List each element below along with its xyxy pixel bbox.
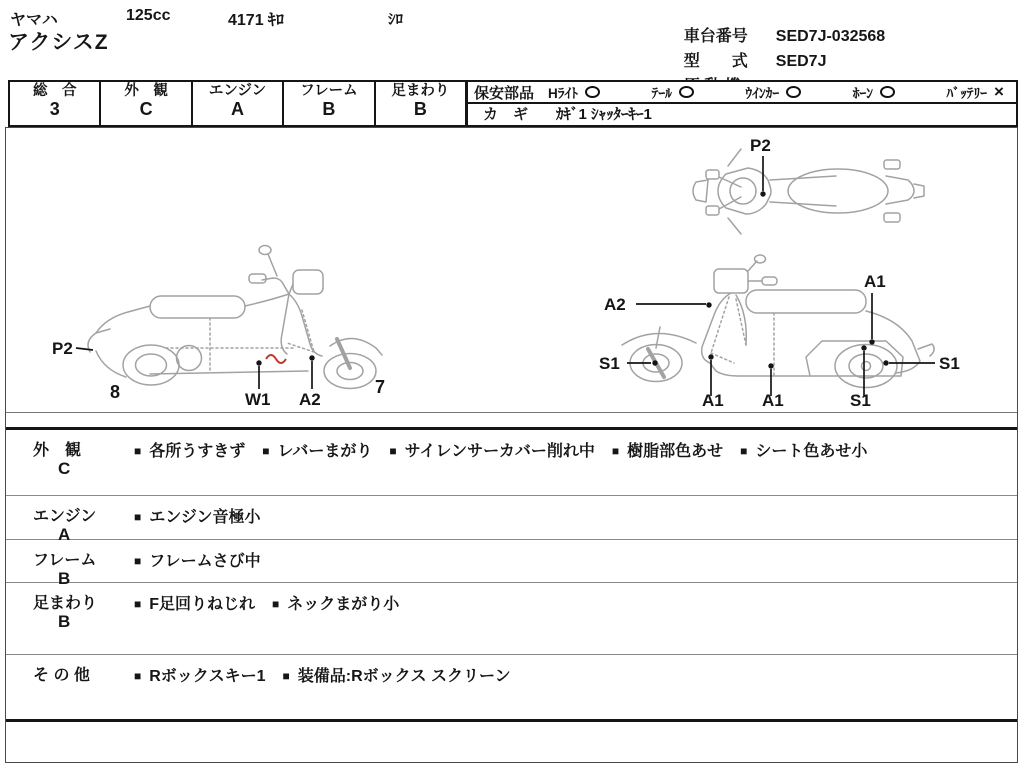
body-color: ｼﾛ: [388, 11, 404, 28]
comment-row-0: [6, 430, 1017, 496]
comment-item-text: 装備品:Rボックス スクリーン: [297, 668, 511, 685]
grade-cell-exterior: [99, 80, 192, 127]
grade-row: [8, 80, 467, 127]
comment-item: [740, 438, 867, 461]
status-ng-cross-icon: ×: [994, 82, 1004, 101]
grade-label-frame: フレーム: [300, 83, 358, 99]
safety-parts-row: [468, 82, 1016, 104]
comment-item: [134, 663, 266, 686]
key-row: [468, 104, 1016, 123]
safety-items: [534, 82, 1008, 102]
comment-row-2: [6, 540, 1017, 588]
bullet-square-icon: ■: [389, 444, 397, 458]
safety-item-2: [745, 82, 801, 102]
comment-item-text: F足回りねじれ: [149, 596, 256, 613]
comment-item: [612, 438, 723, 461]
comment-item: [134, 504, 260, 527]
label-8-rear-wheel: 8: [110, 382, 121, 402]
label-p2-top-view: P2: [750, 136, 771, 155]
label-s1-rear-wheel: S1: [850, 391, 871, 410]
key-value: ｶｷﾞ1 ｼｬｯﾀｰｷｰ1: [556, 106, 652, 123]
safety-item-label: Hﾗｲﾄ: [548, 86, 579, 101]
comment-items: [134, 438, 867, 461]
label-a2-front-cowl: A2: [299, 390, 321, 409]
grade-value-overall: 3: [49, 98, 60, 119]
comments-table: [6, 427, 1017, 722]
safety-item-label: ﾊﾞｯﾃﾘｰ: [946, 86, 988, 101]
label-a1-floor-mid: A1: [762, 391, 784, 410]
label-a2-front-cowl-right: A2: [604, 295, 626, 314]
model-name: アクシスZ: [8, 31, 109, 54]
safety-item-0: [548, 82, 600, 102]
comment-section-label: 外 観: [33, 442, 82, 459]
label-a1-floor-front: A1: [702, 391, 724, 410]
displacement: 125cc: [126, 7, 171, 24]
grade-value-undercarriage: B: [413, 98, 427, 119]
comment-section-grade: C: [58, 459, 71, 478]
label-s1-front-wheel: S1: [599, 354, 620, 373]
label-s1-rear-side: S1: [939, 354, 960, 373]
scooter-top-view-diagram: [686, 134, 926, 242]
bullet-square-icon: ■: [740, 444, 748, 458]
grade-value-exterior: C: [139, 98, 153, 119]
comment-item-text: エンジン音極小: [149, 509, 261, 526]
grade-cell-frame: [282, 80, 375, 127]
chassis-number-value: SED7J-032568: [775, 28, 886, 45]
status-ok-circle-icon: [585, 86, 600, 98]
bullet-square-icon: ■: [134, 669, 142, 683]
grade-label-undercarriage: 足まわり: [391, 83, 450, 99]
safety-item-4: [947, 82, 1004, 102]
label-a1-rear-body: A1: [864, 272, 886, 291]
comment-item-text: 各所うすきず: [149, 443, 246, 460]
comment-item-text: ネックまがり小: [287, 596, 400, 613]
scooter-line-art: [622, 255, 934, 388]
status-ok-circle-icon: [679, 86, 694, 98]
bullet-square-icon: ■: [134, 554, 142, 568]
comment-item: [283, 663, 511, 686]
label-p2-side-left: P2: [52, 339, 73, 358]
comment-row-3: [6, 583, 1017, 655]
comment-section-grade: A: [58, 525, 71, 544]
grade-value-frame: B: [322, 98, 336, 119]
chassis-number-label: 車台番号: [683, 28, 748, 45]
comment-item: [389, 438, 594, 461]
comment-item-text: シート色あせ小: [755, 443, 868, 460]
comment-items: [134, 548, 261, 571]
comment-item: [134, 438, 245, 461]
comment-section-label: そ の 他: [33, 667, 90, 684]
scooter-line-art: [88, 246, 382, 389]
grade-cell-undercarriage: [374, 80, 467, 127]
comment-item: [272, 591, 399, 614]
bullet-square-icon: ■: [134, 444, 142, 458]
status-ok-circle-icon: [786, 86, 801, 98]
comment-row-1: [6, 496, 1017, 544]
safety-parts-title: 保安部品: [474, 84, 535, 102]
safety-item-label: ｳｲﾝｶｰ: [745, 86, 780, 101]
safety-item-3: [853, 82, 895, 102]
comment-item-text: Rボックスキー1: [149, 668, 266, 685]
comment-section-label: エンジン: [33, 508, 97, 525]
grade-label-engine: エンジン: [208, 83, 267, 99]
scooter-side-view-right-diagram: [596, 253, 976, 411]
bullet-square-icon: ■: [134, 510, 142, 524]
comment-item-text: レバーまがり: [277, 443, 373, 460]
comment-item: [262, 438, 372, 461]
model-code-value: SED7J: [775, 53, 827, 70]
model-code-label: 型 式: [683, 53, 748, 70]
comment-items: [134, 663, 511, 686]
comment-items: [134, 591, 399, 614]
bullet-square-icon: ■: [262, 444, 270, 458]
comment-item: [134, 591, 255, 614]
key-label: カ ギ: [483, 106, 529, 123]
comment-item-text: フレームさび中: [149, 553, 261, 570]
vehicle-diagram-area: [6, 128, 1017, 413]
grade-cell-engine: [191, 80, 284, 127]
grade-value-engine: A: [231, 98, 245, 119]
grade-label-overall: 総 合: [32, 83, 77, 99]
comment-section-grade: B: [58, 612, 71, 631]
label-7-front-wheel: 7: [375, 377, 386, 397]
maker-name: ヤマハ: [10, 12, 58, 29]
comment-section-label: フレーム: [33, 552, 97, 569]
scooter-side-view-left-diagram: [46, 240, 406, 412]
main-frame: [5, 127, 1018, 763]
mileage: 4171 ｷﾛ: [228, 12, 285, 29]
comment-item: [134, 548, 261, 571]
marker-dot: [760, 191, 765, 196]
grade-label-exterior: 外 観: [124, 83, 168, 99]
bullet-square-icon: ■: [134, 597, 142, 611]
safety-item-1: [652, 82, 694, 102]
comment-section-label: 足まわり: [33, 595, 98, 612]
scooter-line-art: [693, 149, 924, 234]
safety-parts-box: [466, 80, 1018, 127]
label-w1-floor: W1: [245, 390, 271, 409]
safety-item-label: ﾎｰﾝ: [852, 86, 873, 101]
comment-item-text: サイレンサーカバー削れ中: [404, 443, 595, 460]
comment-row-4: [6, 655, 1017, 722]
bullet-square-icon: ■: [611, 444, 620, 458]
bullet-square-icon: ■: [282, 669, 290, 683]
wave-defect-mark: [266, 355, 286, 363]
comment-item-text: 樹脂部色あせ: [627, 443, 724, 460]
comment-section-grade: B: [58, 569, 71, 588]
comment-items: [134, 504, 260, 527]
status-ok-circle-icon: [880, 86, 895, 98]
safety-item-label: ﾃｰﾙ: [651, 86, 672, 101]
grade-cell-overall: [8, 80, 101, 127]
bullet-square-icon: ■: [272, 597, 280, 611]
